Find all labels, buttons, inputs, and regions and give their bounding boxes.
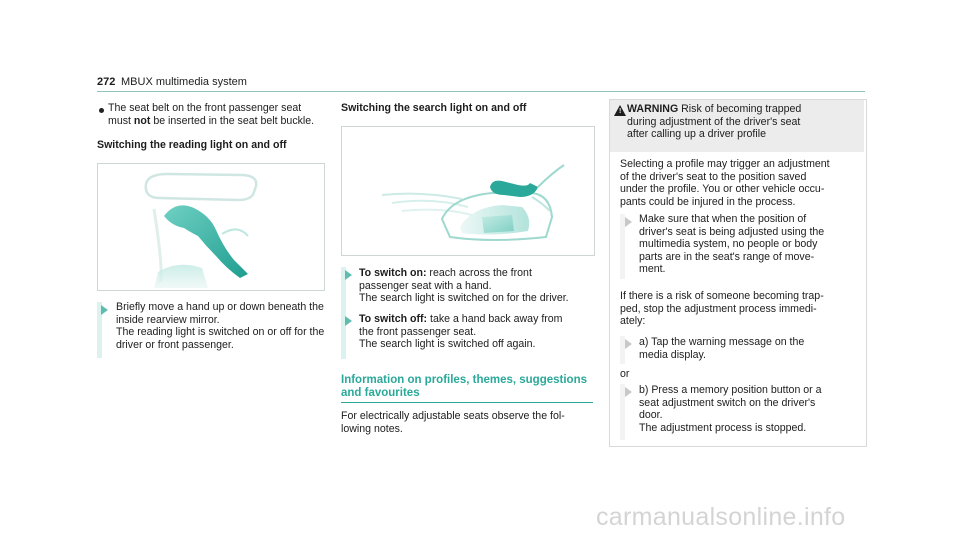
info-heading <box>341 374 601 400</box>
seat-belt-note-line1: The seat belt on the front passenger seat <box>108 102 302 114</box>
warning-line: under the profile. You or other vehicle occu- <box>620 183 825 196</box>
bullet-icon <box>99 108 104 113</box>
info-heading-line1: Information on profiles, themes, suggestions <box>341 374 587 386</box>
note-emphasis: not <box>133 114 151 127</box>
arrow-right-icon <box>345 270 352 280</box>
switch-off-instructions <box>359 313 594 351</box>
warning-risk <box>620 290 860 328</box>
arrow-right-icon <box>625 217 632 227</box>
warning-line: ment. <box>639 263 666 276</box>
instruction-line <box>359 267 594 280</box>
seat-belt-note <box>108 102 328 127</box>
arrow-right-icon <box>625 339 632 349</box>
warning-line: multimedia system, no people or body <box>639 238 818 251</box>
switch-on-label: To switch on: <box>359 267 427 279</box>
instruction-line: inside rearview mirror. <box>116 313 220 326</box>
arrow-right-icon <box>101 305 108 315</box>
warning-title-line: during adjustment of the driver's seat <box>627 115 801 128</box>
warning-line: media display. <box>639 348 706 361</box>
warning-or: or <box>620 368 630 380</box>
info-heading-line2: and favourites <box>341 387 420 399</box>
info-line: For electrically adjustable seats observe the fol- <box>341 410 565 422</box>
warning-step-a <box>639 336 861 361</box>
warning-line: pants could be injured in the process. <box>620 195 796 208</box>
warning-label: WARNING <box>627 103 679 115</box>
warning-line: parts are in the seat's range of move- <box>639 250 815 263</box>
car-interior-illustration <box>342 127 594 255</box>
warning-step-1 <box>639 213 861 276</box>
instruction-line: The search light is switched on for the driver. <box>359 292 569 305</box>
warning-title-text: Risk of becoming trapped <box>678 103 802 115</box>
note-text: must <box>108 114 134 127</box>
page-number: 272 <box>97 76 116 88</box>
instruction-line: driver or front passenger. <box>116 338 234 351</box>
warning-triangle-icon: ! <box>614 105 626 116</box>
warning-step-b <box>639 384 861 434</box>
warning-line: seat adjustment switch on the driver's <box>639 396 816 409</box>
warning-line: Make sure that when the position of <box>639 213 807 225</box>
warning-line: ately: <box>620 315 646 328</box>
switch-on-instructions <box>359 267 594 305</box>
instruction-line: Briefly move a hand up or down beneath the <box>116 301 324 313</box>
search-light-heading: Switching the search light on and off <box>341 102 527 114</box>
warning-intro <box>620 158 860 208</box>
instruction-text: reach across the front <box>426 267 532 279</box>
step-marker <box>341 267 346 359</box>
warning-line: ped, stop the adjustment process immedi- <box>620 302 817 315</box>
info-text <box>341 410 596 435</box>
arrow-right-icon <box>625 387 632 397</box>
warning-title <box>627 103 855 141</box>
warning-title-line: after calling up a driver profile <box>627 128 766 141</box>
info-line: lowing notes. <box>341 422 403 435</box>
instruction-line: passenger seat with a hand. <box>359 279 492 292</box>
seat-belt-note-line2 <box>108 115 328 128</box>
instruction-line: the front passenger seat. <box>359 325 477 338</box>
arrow-right-icon <box>345 316 352 326</box>
instruction-line: The reading light is switched on or off for the <box>116 326 325 339</box>
reading-light-illustration <box>97 163 325 291</box>
warning-title-line <box>627 103 855 116</box>
search-light-illustration <box>341 126 595 256</box>
warning-line: Selecting a profile may trigger an adjustment <box>620 158 830 170</box>
warning-line: The adjustment process is stopped. <box>639 421 807 434</box>
note-text: be inserted in the seat belt buckle. <box>150 114 315 127</box>
info-heading-rule <box>341 402 593 403</box>
warning-line: b) Press a memory position button or a <box>639 384 822 396</box>
section-title: MBUX multimedia system <box>121 76 247 88</box>
header-divider <box>97 91 865 92</box>
switch-off-label: To switch off: <box>359 313 428 325</box>
instruction-line <box>359 313 594 326</box>
watermark: carmanualsonline.info <box>596 503 846 531</box>
warning-line: door. <box>639 409 663 422</box>
instruction-line: The search light is switched off again. <box>359 338 536 351</box>
warning-line: a) Tap the warning message on the <box>639 336 805 348</box>
warning-line: If there is a risk of someone becoming trap- <box>620 290 824 302</box>
reading-light-heading: Switching the reading light on and off <box>97 139 287 151</box>
reading-light-instructions <box>116 301 331 351</box>
mirror-hand-illustration <box>98 164 324 290</box>
warning-line: of the driver's seat to the position saved <box>620 170 807 183</box>
warning-line: driver's seat is being adjusted using the <box>639 225 825 238</box>
instruction-text: take a hand back away from <box>427 313 563 325</box>
